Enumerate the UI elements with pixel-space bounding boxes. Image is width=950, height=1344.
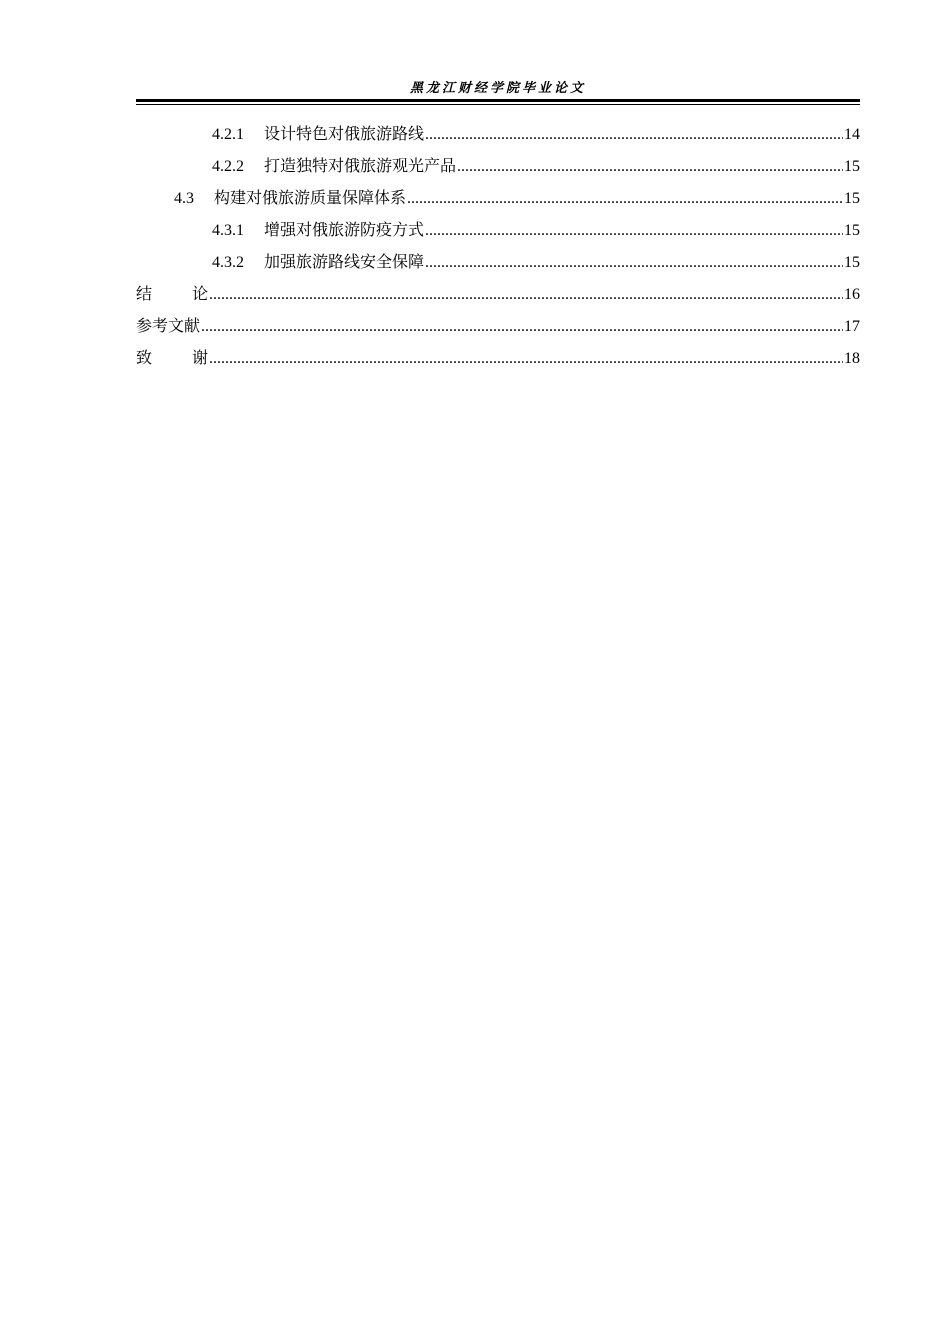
table-of-contents bbox=[136, 118, 860, 374]
toc-leader-dots bbox=[457, 151, 843, 183]
header-rule-thick bbox=[136, 99, 860, 102]
toc-entry-acknowledgements[interactable] bbox=[136, 342, 860, 374]
toc-leader-dots bbox=[425, 119, 843, 151]
toc-leader-dots bbox=[425, 215, 843, 247]
toc-title: 增强对俄旅游防疫方式 bbox=[264, 220, 425, 239]
toc-leader-dots bbox=[425, 247, 843, 279]
header-title: 黑龙江财经学院毕业论文 bbox=[409, 81, 586, 96]
toc-title: 设计特色对俄旅游路线 bbox=[264, 124, 425, 143]
toc-leader-dots bbox=[407, 183, 843, 215]
header-rule-thin bbox=[136, 104, 860, 105]
toc-page-number: 15 bbox=[844, 254, 860, 271]
toc-title: 参考文献 bbox=[136, 316, 201, 335]
toc-number: 4.3 bbox=[174, 190, 194, 207]
toc-title: 加强旅游路线安全保障 bbox=[264, 252, 425, 271]
toc-page-number: 14 bbox=[844, 126, 860, 143]
toc-leader-dots bbox=[201, 311, 843, 343]
toc-title-char: 结 bbox=[136, 284, 153, 303]
toc-title-char: 论 bbox=[192, 284, 209, 303]
toc-entry-4-3-2[interactable] bbox=[136, 246, 860, 278]
toc-page-number: 16 bbox=[844, 286, 860, 303]
toc-title-char: 致 bbox=[136, 348, 153, 367]
toc-page-number: 15 bbox=[844, 158, 860, 175]
toc-page-number: 15 bbox=[844, 222, 860, 239]
toc-entry-4-2-2[interactable] bbox=[136, 150, 860, 182]
toc-number: 4.2.2 bbox=[212, 158, 244, 175]
toc-page-number: 15 bbox=[844, 190, 860, 207]
toc-number: 4.2.1 bbox=[212, 126, 244, 143]
toc-number: 4.3.1 bbox=[212, 222, 244, 239]
toc-number: 4.3.2 bbox=[212, 254, 244, 271]
toc-entry-4-3-1[interactable] bbox=[136, 214, 860, 246]
page-header bbox=[136, 79, 860, 105]
toc-title: 打造独特对俄旅游观光产品 bbox=[264, 156, 457, 175]
toc-entry-4-3[interactable] bbox=[136, 182, 860, 214]
toc-entry-4-2-1[interactable] bbox=[136, 118, 860, 150]
toc-title: 构建对俄旅游质量保障体系 bbox=[214, 188, 407, 207]
toc-leader-dots bbox=[209, 279, 843, 311]
toc-page-number: 18 bbox=[844, 350, 860, 367]
toc-leader-dots bbox=[209, 343, 843, 375]
toc-title-char: 谢 bbox=[192, 348, 209, 367]
toc-page-number: 17 bbox=[844, 318, 860, 335]
toc-entry-conclusion[interactable] bbox=[136, 278, 860, 310]
toc-title bbox=[136, 278, 208, 310]
toc-title bbox=[136, 342, 208, 374]
toc-entry-references[interactable] bbox=[136, 310, 860, 342]
